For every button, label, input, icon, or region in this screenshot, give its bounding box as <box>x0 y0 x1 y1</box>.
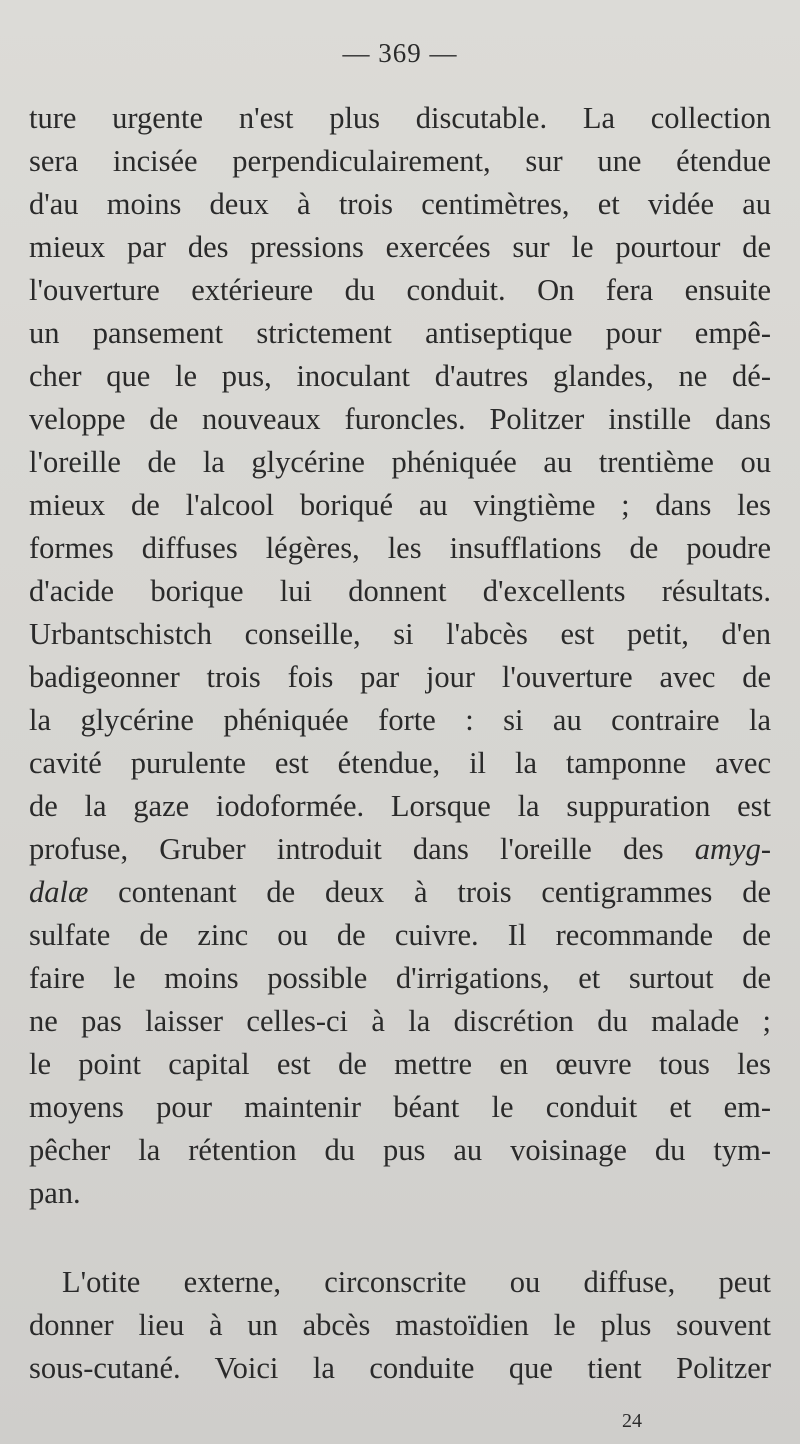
text-line: faire le moins possible d'irrigations, et surtout de <box>29 961 771 995</box>
text-line: moyens pour maintenir béant le conduit et em- <box>29 1090 771 1124</box>
text-line: un pansement strictement antiseptique pour empê- <box>29 316 771 350</box>
text-line: d'acide borique lui donnent d'excellents résultats. <box>29 574 771 608</box>
text-line <box>29 828 771 871</box>
text-line: cavité purulente est étendue, il la tamponne avec <box>29 746 771 780</box>
paragraph-2 <box>29 1261 771 1390</box>
text-line: le point capital est de mettre en œuvre tous les <box>29 1047 771 1081</box>
italic-term: dalæ <box>29 875 89 909</box>
text-line: pan. <box>29 1176 81 1210</box>
text-line: formes diffuses légères, les insufflations de poudre <box>29 531 771 565</box>
body-text <box>29 97 771 1390</box>
text-line: badigeonner trois fois par jour l'ouverture avec de <box>29 660 771 694</box>
text-line: mieux par des pressions exercées sur le pourtour de <box>29 230 771 264</box>
paragraph-gap <box>29 1215 771 1261</box>
text-segment: contenant de deux à trois centigrammes de <box>88 875 771 909</box>
text-line: sulfate de zinc ou de cuivre. Il recommande de <box>29 918 771 952</box>
text-line: de la gaze iodoformée. Lorsque la suppuration est <box>29 789 771 823</box>
text-line: cher que le pus, inoculant d'autres glandes, ne dé- <box>29 359 771 393</box>
signature-mark: 24 <box>622 1410 642 1432</box>
text-line: pêcher la rétention du pus au voisinage du tym- <box>29 1133 771 1167</box>
paragraph-1 <box>29 97 771 1215</box>
text-line: sera incisée perpendiculairement, sur une étendue <box>29 144 771 178</box>
text-line: donner lieu à un abcès mastoïdien le plus souvent <box>29 1308 771 1342</box>
text-line: l'oreille de la glycérine phéniquée au trentième ou <box>29 445 771 479</box>
text-line: l'ouverture extérieure du conduit. On fera ensuite <box>29 273 771 307</box>
text-segment: profuse, Gruber introduit dans l'oreille des <box>29 832 695 866</box>
italic-term: amyg- <box>694 832 771 866</box>
text-line: mieux de l'alcool boriqué au vingtième ; dans les <box>29 488 771 522</box>
text-line: ne pas laisser celles-ci à la discrétion du malade ; <box>29 1004 771 1038</box>
text-line: d'au moins deux à trois centimètres, et vidée au <box>29 187 771 221</box>
text-line: ture urgente n'est plus discutable. La collection <box>29 101 771 135</box>
text-line: Urbantschistch conseille, si l'abcès est petit, d'en <box>29 617 771 651</box>
page-number: — 369 — <box>342 38 458 68</box>
text-line: la glycérine phéniquée forte : si au contraire la <box>29 703 771 737</box>
text-line: L'otite externe, circonscrite ou diffuse, peut <box>62 1265 771 1299</box>
text-line: veloppe de nouveaux furoncles. Politzer instille dans <box>29 402 771 436</box>
text-line <box>29 871 771 914</box>
text-line: sous-cutané. Voici la conduite que tient Politzer <box>29 1351 771 1385</box>
